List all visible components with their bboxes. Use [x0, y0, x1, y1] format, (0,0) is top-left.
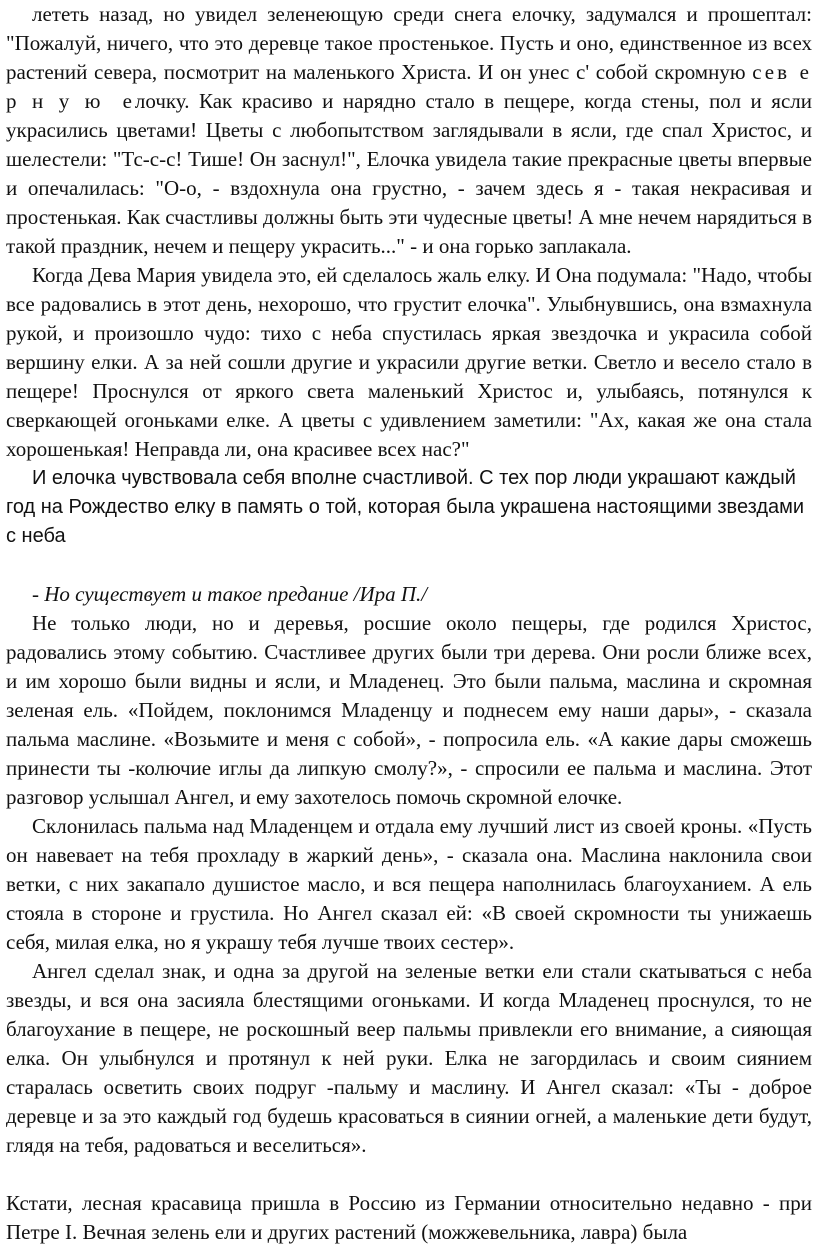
- document-page: [6, 0, 812, 1247]
- paragraph-stars: Ангел сделал знак, и одна за другой на зеленые ветки ели стали скатываться с неба звезды, и вся она засияла блестящими огоньками. И когда Младенец проснулся, то не благоухание в пещере, не роскошный веер пальмы привлекли его внимание, а сияющая елка. Он улыбнулся и протянул к ней руки. Елка не загордилась и своим сиянием старалась осветить своих подруг -пальму и маслину. И Ангел сказал: «Ты - доброе деревце и за это каждый год будешь красоваться в сиянии огней, а маленькие дети будут, глядя на тебя, радоваться и веселиться».: [6, 959, 812, 1157]
- spaced-word: сев е р н у ю: [6, 60, 813, 113]
- spaced-letter: е: [122, 89, 135, 113]
- paragraph-text: лететь назад, но увидел зеленеющую среди снега елочку, задумался и прошептал: "Пожалуй, ничего, что это деревце такое простенькое. Пусть и оно, единственное из всех растений севера, посмотрит на маленького Христа. И он унес с' собой скромную: [6, 2, 812, 84]
- paragraph-continuation: [6, 0, 812, 261]
- paragraph-three-trees: Не только люди, но и деревья, росшие около пещеры, где родился Христос, радовались этому событию. Счастливее других были три дерева. Они росли ближе всех, и им хорошо были видны и ясли, и Младенец. Это были пальма, маслина и скромная зеленая ель. «Пойдем, поклонимся Младенцу и поднесем ему наши дары», - сказала пальма маслине. «Возьмите и меня с собой», - попросила ель. «А какие дары сможешь принести ты -колючие иглы да липкую смолу?», - спросили ее пальма и маслина. Этот разговор услышал Ангел, и ему захотелось помочь скромной елочке.: [6, 611, 812, 809]
- paragraph-text: лочку. Как красиво и нарядно стало в пещере, когда стены, пол и ясли украсились цветами! Цветы с любопытством заглядывали в ясли, где спал Христос, и шелестели: "Тс-с-с! Тише! Он заснул!", Елочка увидела такие прекрасные цветы впервые и опечалилась: "О-о, - вздохнула она грустно, - зачем здесь я - такая некрасивая и простенькая. Как счастливы должны быть эти чудесные цветы! А мне нечем нарядиться в такой праздник, нечем и пещеру украсить..." - и она горько заплакала.: [6, 89, 812, 258]
- paragraph-mary: Когда Дева Мария увидела это, ей сделалось жаль елку. И Она подумала: "Надо, чтобы все радовались в этот день, нехорошо, что грустит елочка". Улыбнувшись, она взмахнула рукой, и произошло чудо: тихо с неба спустилась яркая звездочка и украсила собой вершину елки. А за ней сошли другие и украсили другие ветки. Светло и весело стало в пещере! Проснулся от яркого света маленький Христос и, улыбаясь, потянулся к сверкающей огоньками елке. А цветы с удивлением заметили: "Ах, какая же она стала хорошенькая! Неправда ли, она красивее всех нас?": [6, 263, 812, 461]
- section-heading: - Но существует и такое предание /Ира П./: [32, 582, 428, 606]
- blank-line: [6, 551, 812, 580]
- blank-line: [6, 1160, 812, 1189]
- paragraph-conclusion: И елочка чувствовала себя вполне счастливой. С тех пор люди украшают каждый год на Рождество елку в память о той, которая была украшена настоящими звездами с неба: [6, 467, 805, 547]
- paragraph-russia: Кстати, лесная красавица пришла в Россию из Германии относительно недавно - при Петре I. Вечная зелень ели и других растений (можжевельника, лавра) была: [6, 1191, 812, 1244]
- paragraph-gifts: Склонилась пальма над Младенцем и отдала ему лучший лист из своей кроны. «Пусть он навевает на тебя прохладу в жаркий день», - сказала она. Маслина наклонила свои ветки, с них закапало душистое масло, и вся пещера наполнилась благоуханием. А ель стояла в стороне и грустила. Но Ангел сказал ей: «В своей скромности ты унижаешь себя, милая елка, но я украшу тебя лучше твоих сестер».: [6, 814, 812, 954]
